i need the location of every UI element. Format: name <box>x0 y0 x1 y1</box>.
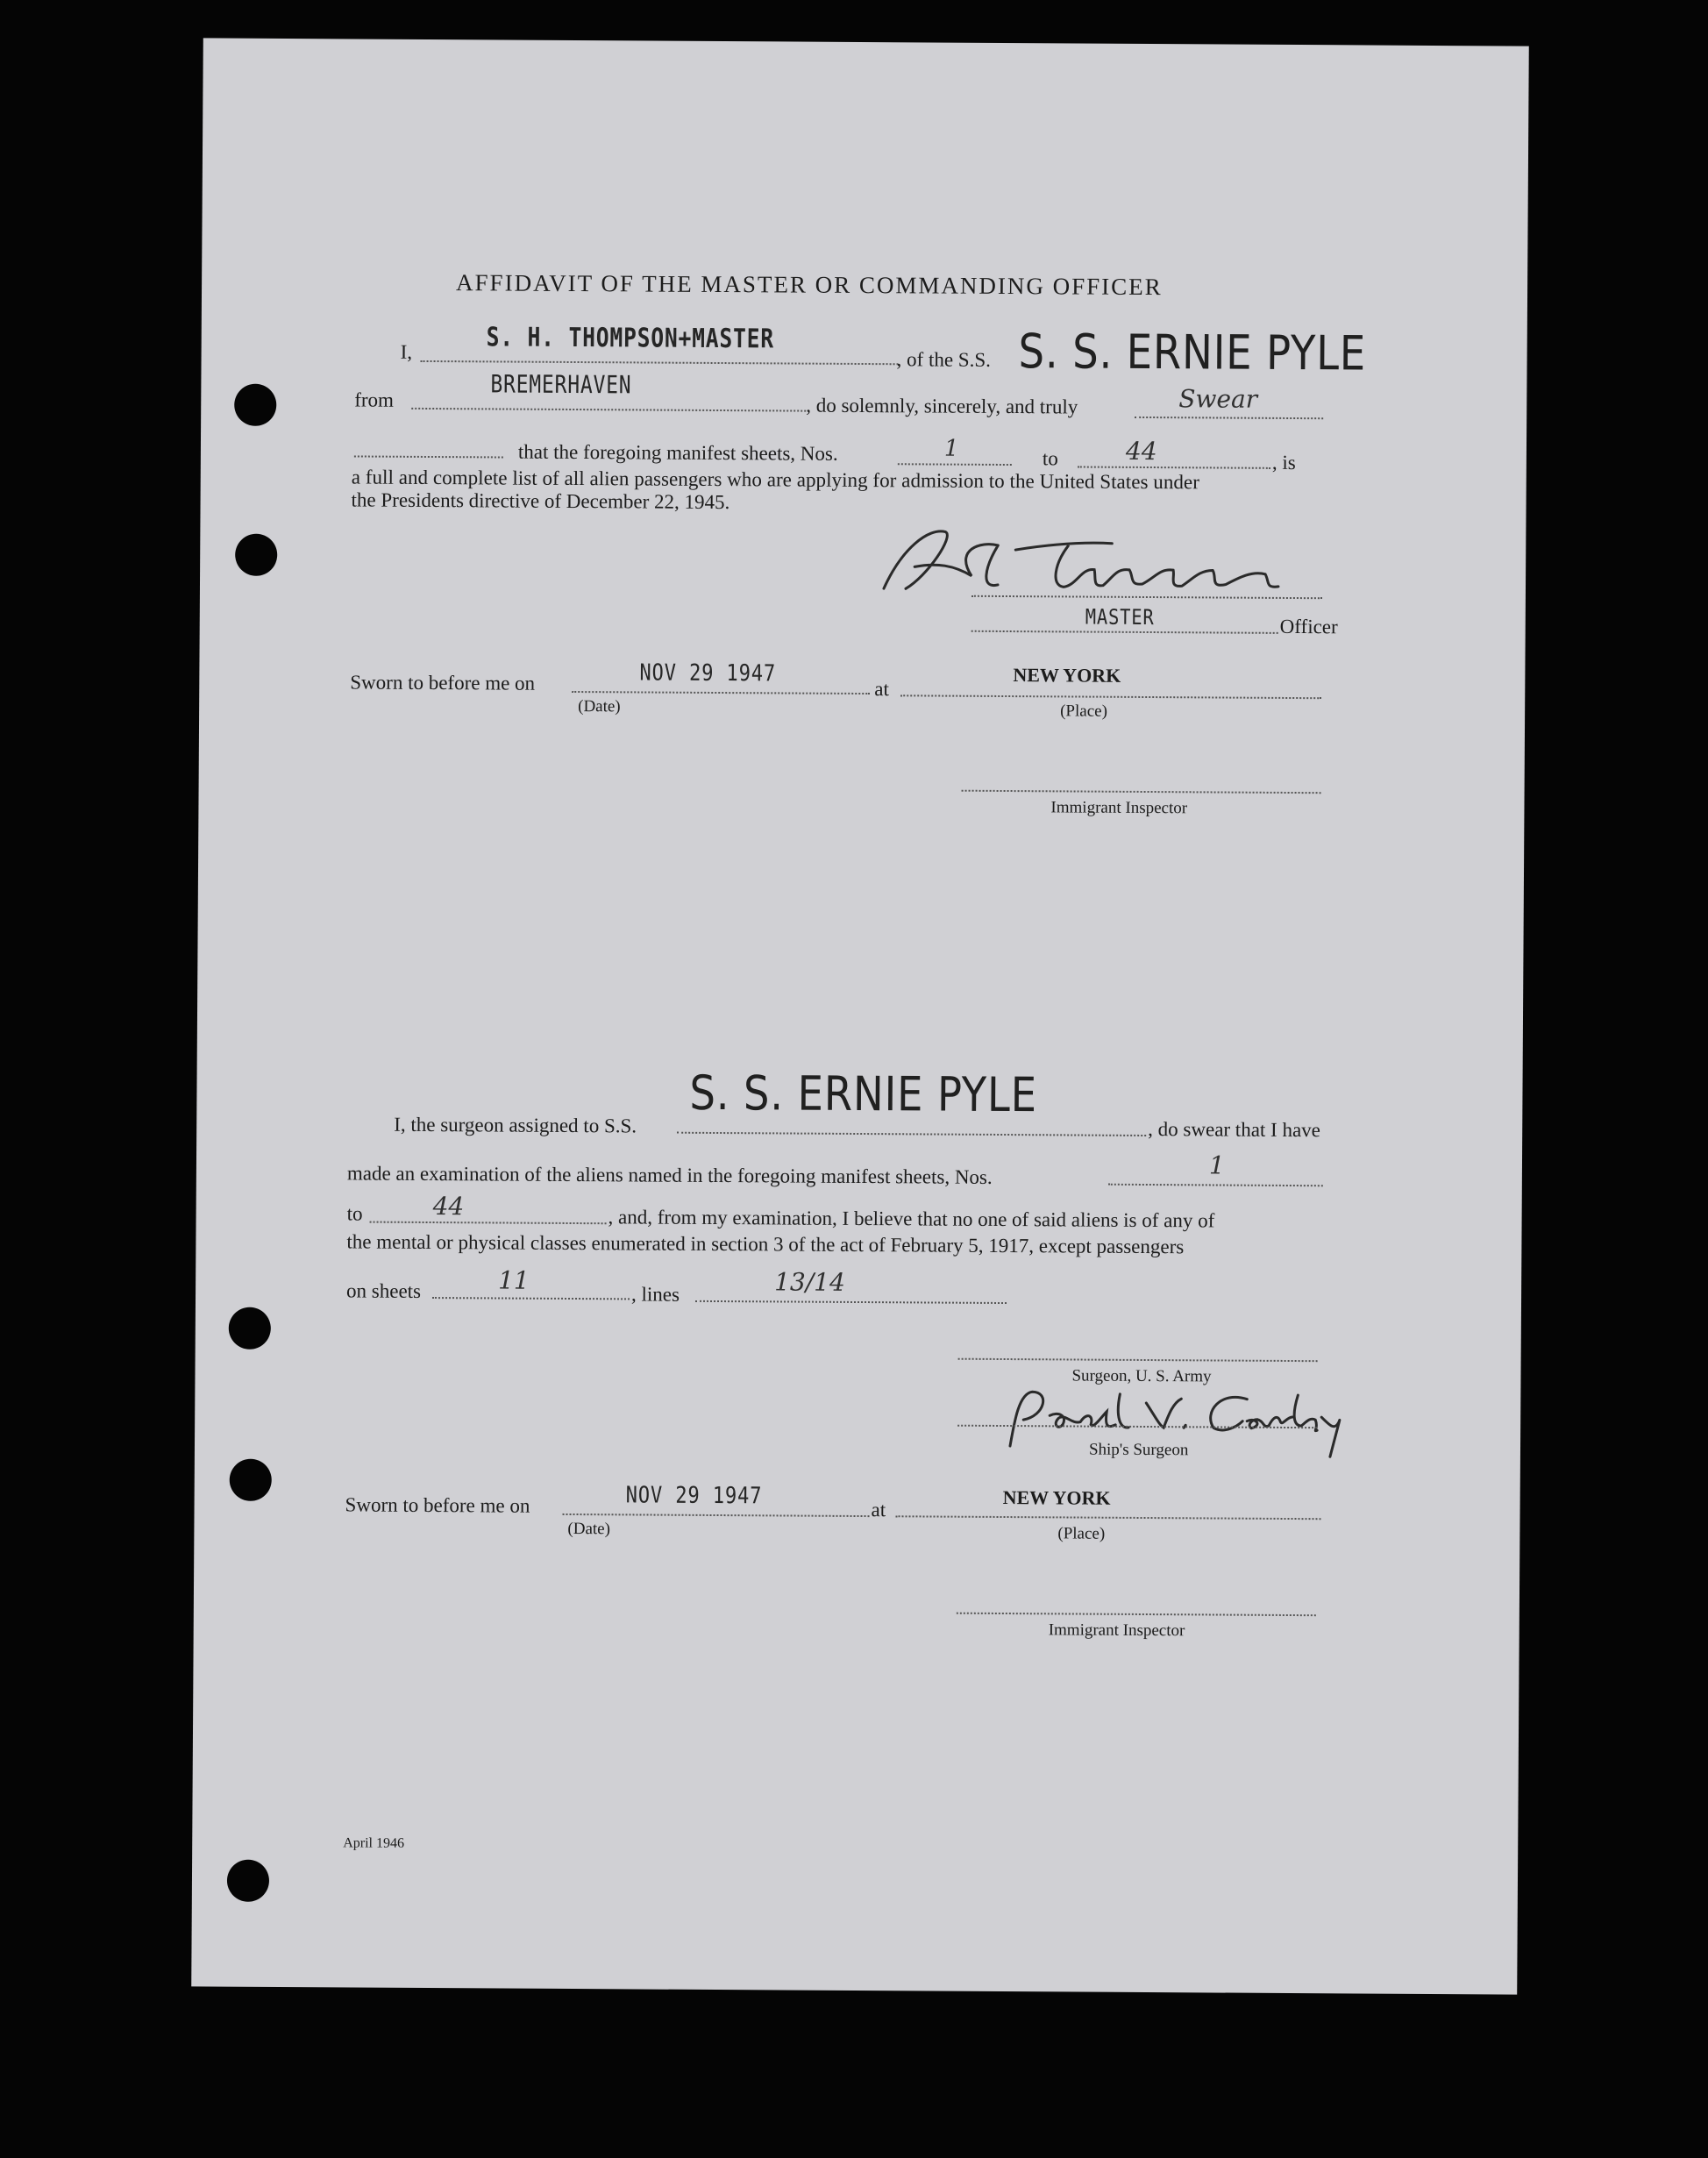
lines-label: , lines <box>630 1283 680 1306</box>
surgeon-ship-line <box>677 1132 1146 1136</box>
surgeon-label: I, the surgeon assigned to S.S. <box>394 1113 637 1137</box>
sheets-value-handwritten: 11 <box>498 1265 530 1295</box>
port-stamp: BREMERHAVEN <box>490 369 632 400</box>
master-title-stamp: MASTER <box>1085 604 1155 630</box>
sheet-to-line <box>1078 466 1270 469</box>
belief-text: , and, from my examination, I believe that no one of said aliens is of any of <box>608 1206 1215 1232</box>
surgeon-at-label: at <box>871 1499 886 1521</box>
oath-line <box>1135 417 1323 419</box>
sworn-place-line <box>900 694 1321 699</box>
i-label: I, <box>400 340 413 363</box>
form-date: April 1946 <box>343 1835 405 1851</box>
date-caption: (Date) <box>578 697 621 716</box>
sworn-date-line <box>572 691 870 694</box>
affidavit-line-2: a full and complete list of all alien passengers who are applying for admission to the United States under <box>351 466 1200 494</box>
lines-value-line <box>695 1300 1007 1304</box>
at-label: at <box>874 678 889 701</box>
punch-hole <box>234 384 276 426</box>
officer-label: Officer <box>1279 615 1338 638</box>
is-label: , is <box>1271 451 1296 474</box>
oath-line-continued <box>354 455 503 458</box>
master-name-line <box>421 360 899 365</box>
from-label: from <box>354 388 395 411</box>
lines-value-handwritten: 13/14 <box>774 1267 845 1297</box>
punch-hole <box>235 534 277 576</box>
punch-hole <box>229 1307 271 1350</box>
surgeon-inspector-caption: Immigrant Inspector <box>1048 1620 1185 1641</box>
place-caption: (Place) <box>1060 702 1108 721</box>
swear-text: , do swear that I have <box>1148 1118 1320 1142</box>
solemnly-text: , do solemnly, sincerely, and truly <box>806 394 1078 418</box>
affidavit-line-3: the Presidents directive of December 22, 1945. <box>351 488 730 514</box>
punch-hole <box>230 1459 272 1501</box>
ships-surgeon-caption: Ship's Surgeon <box>1088 1440 1189 1460</box>
army-surgeon-caption: Surgeon, U. S. Army <box>1071 1366 1212 1386</box>
surgeon-sworn-place-stamp: NEW YORK <box>1002 1486 1111 1509</box>
inspector-line <box>962 790 1321 794</box>
surgeon-to-label: to <box>346 1202 363 1225</box>
sheet-to-handwritten: 44 <box>1125 436 1157 466</box>
surgeon-sworn-place-line <box>896 1515 1321 1520</box>
army-surgeon-line <box>958 1358 1318 1363</box>
ship-name-stamp: S. S. ERNIE PYLE <box>1018 324 1367 381</box>
sworn-place-stamp: NEW YORK <box>1013 664 1121 687</box>
punch-hole <box>227 1860 269 1902</box>
surgeon-sworn-date-line <box>563 1513 870 1517</box>
affidavit-title: AFFIDAVIT OF THE MASTER OR COMMANDING OFFICER <box>456 269 1163 301</box>
foregoing-text: that the foregoing manifest sheets, Nos. <box>517 440 838 465</box>
exam-text: made an examination of the aliens named in the foregoing manifest sheets, Nos. <box>346 1162 993 1188</box>
surgeon-date-caption: (Date) <box>567 1519 611 1539</box>
port-line <box>411 408 806 412</box>
sheet-from-handwritten: 1 <box>943 435 959 462</box>
surgeon-sheet-from-line <box>1108 1184 1323 1186</box>
surgeon-inspector-line <box>957 1613 1316 1617</box>
officer-line <box>971 630 1278 634</box>
sheet-from-line <box>898 463 1012 466</box>
to-label: to <box>1042 447 1058 470</box>
master-name-stamp: S. H. THOMPSON+MASTER <box>486 322 775 355</box>
surgeon-sheet-to-line <box>370 1221 607 1225</box>
surgeon-sheet-to-handwritten: 44 <box>432 1192 465 1221</box>
inspector-caption: Immigrant Inspector <box>1050 798 1188 818</box>
surgeon-place-caption: (Place) <box>1057 1524 1106 1543</box>
sheets-value-line <box>432 1297 630 1300</box>
of-the-ss-label: , of the S.S. <box>896 348 991 371</box>
surgeon-sworn-label: Sworn to before me on <box>345 1493 530 1517</box>
surgeon-sheet-from-handwritten: 1 <box>1208 1150 1225 1180</box>
oath-word-handwritten: Swear <box>1178 384 1258 414</box>
sworn-date-stamp: NOV 29 1947 <box>639 659 777 687</box>
affidavit-page <box>191 38 1529 1994</box>
surgeon-sworn-date-stamp: NOV 29 1947 <box>625 1482 763 1510</box>
classes-text: the mental or physical classes enumerated in section 3 of the act of February 5, 1917, except passengers <box>346 1230 1185 1258</box>
on-sheets-label: on sheets <box>346 1279 422 1302</box>
surgeon-ship-name-stamp: S. S. ERNIE PYLE <box>689 1065 1038 1123</box>
sworn-label: Sworn to before me on <box>350 671 536 694</box>
